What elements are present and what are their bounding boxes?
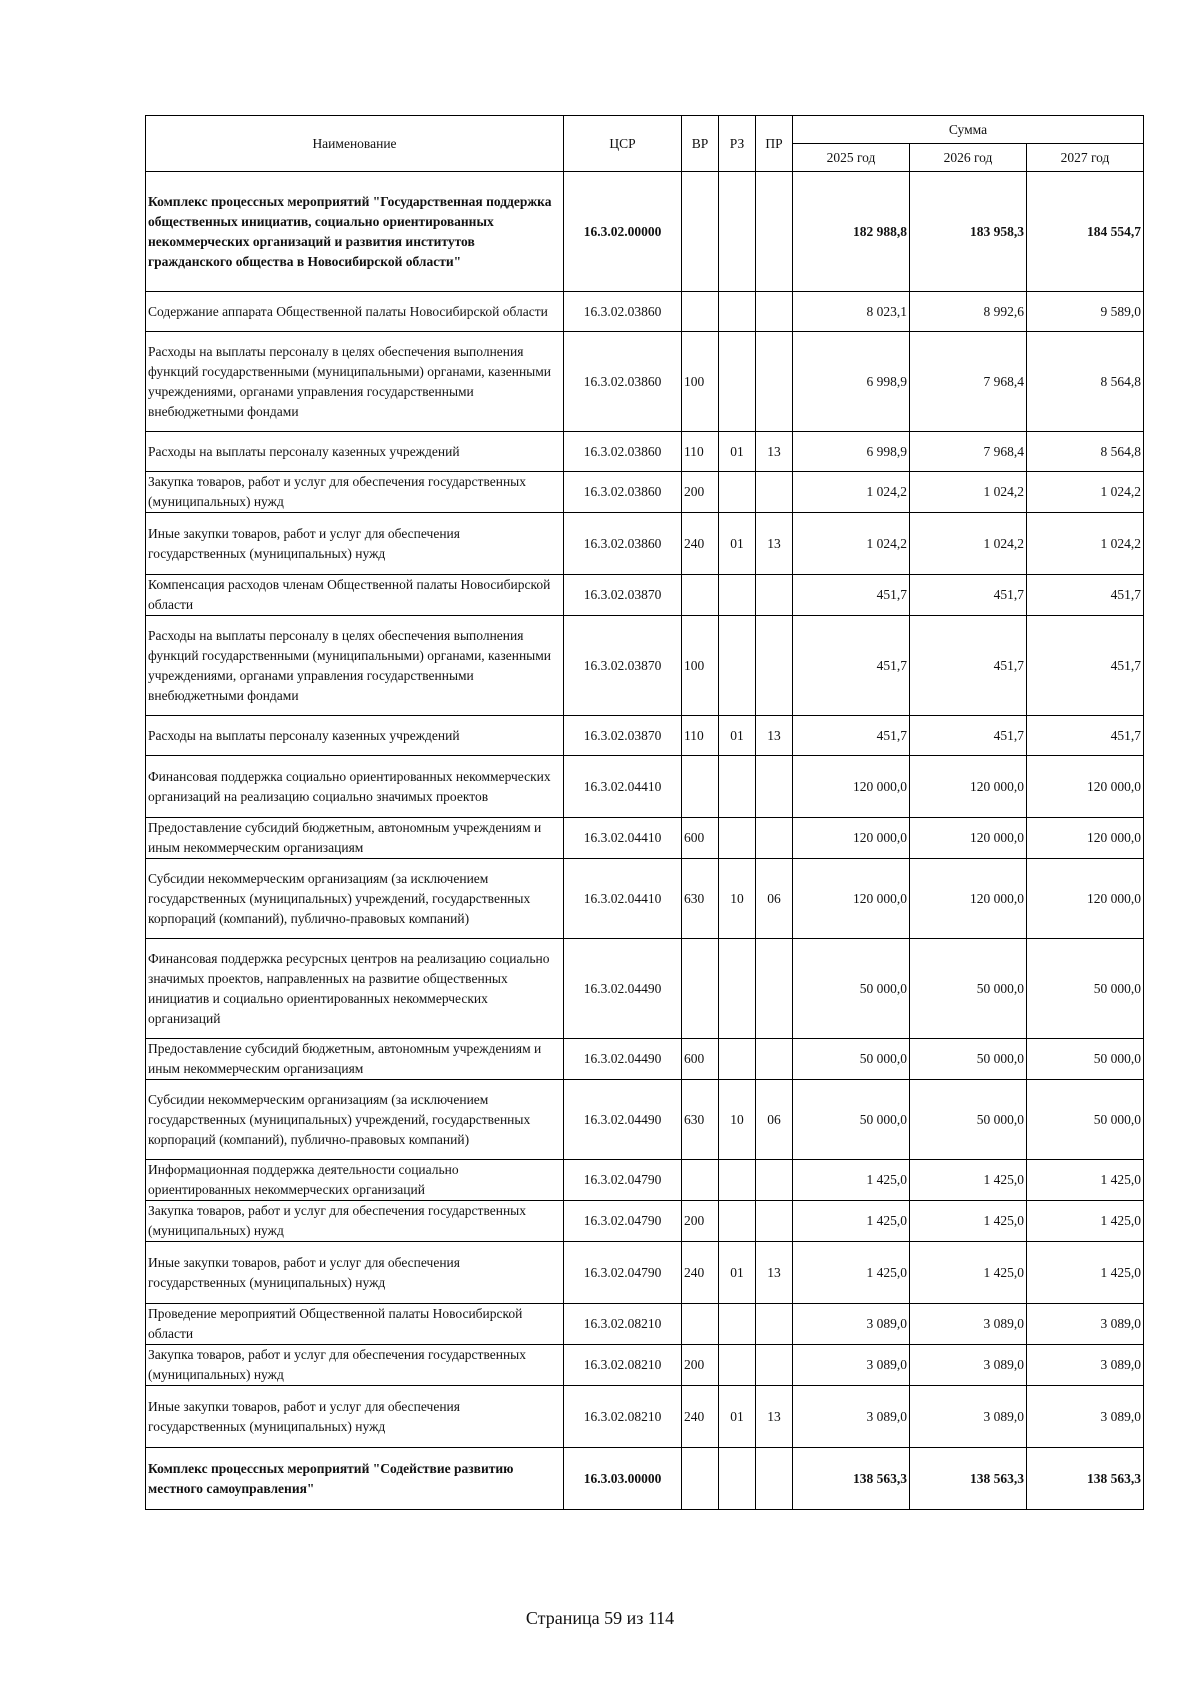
row-pr	[756, 472, 793, 513]
row-pr	[756, 1345, 793, 1386]
header-year-2027: 2027 год	[1027, 144, 1144, 172]
row-rz	[719, 1345, 756, 1386]
row-vr	[682, 1304, 719, 1345]
row-pr	[756, 1201, 793, 1242]
row-name: Расходы на выплаты персоналу казенных учреждений	[146, 432, 564, 472]
table-row	[146, 1201, 1144, 1242]
row-rz: 10	[719, 859, 756, 939]
row-sum-2025: 3 089,0	[793, 1345, 910, 1386]
row-sum-2027: 50 000,0	[1027, 1080, 1144, 1160]
row-name: Комплекс процессных мероприятий "Государственная поддержка общественных инициатив, социально ориентированных некоммерческих организаций и развития институтов гражданского общества в Новосибирской области"	[146, 172, 564, 292]
row-pr	[756, 172, 793, 292]
row-pr: 06	[756, 1080, 793, 1160]
row-sum-2027: 9 589,0	[1027, 292, 1144, 332]
table-row	[146, 513, 1144, 575]
row-csr: 16.3.03.00000	[564, 1448, 682, 1510]
table-row	[146, 432, 1144, 472]
row-vr: 100	[682, 332, 719, 432]
row-sum-2026: 451,7	[910, 575, 1027, 616]
table-row	[146, 939, 1144, 1039]
row-sum-2027: 50 000,0	[1027, 1039, 1144, 1080]
row-sum-2026: 451,7	[910, 616, 1027, 716]
table-row	[146, 756, 1144, 818]
table-header	[146, 116, 1144, 172]
row-name: Закупка товаров, работ и услуг для обеспечения государственных (муниципальных) нужд	[146, 1345, 564, 1386]
row-rz	[719, 1448, 756, 1510]
page-number: Страница 59 из 114	[525, 1608, 675, 1628]
row-sum-2027: 50 000,0	[1027, 939, 1144, 1039]
row-pr	[756, 818, 793, 859]
row-sum-2025: 1 425,0	[793, 1160, 910, 1201]
row-csr: 16.3.02.08210	[564, 1386, 682, 1448]
row-name: Расходы на выплаты персоналу в целях обеспечения выполнения функций государственными (муниципальными) органами, казенными учреждениями, органами управления государственными внебюджетными фондами	[146, 616, 564, 716]
row-name: Финансовая поддержка ресурсных центров на реализацию социально значимых проектов, направленных на развитие общественных инициатив и социально ориентированных некоммерческих организаций	[146, 939, 564, 1039]
row-rz: 01	[719, 1242, 756, 1304]
row-sum-2027: 1 024,2	[1027, 472, 1144, 513]
row-sum-2027: 8 564,8	[1027, 332, 1144, 432]
row-name: Расходы на выплаты персоналу казенных учреждений	[146, 716, 564, 756]
row-sum-2026: 50 000,0	[910, 1039, 1027, 1080]
row-name: Комплекс процессных мероприятий "Содействие развитию местного самоуправления"	[146, 1448, 564, 1510]
row-sum-2026: 1 024,2	[910, 513, 1027, 575]
row-sum-2026: 120 000,0	[910, 859, 1027, 939]
row-name: Субсидии некоммерческим организациям (за исключением государственных (муниципальных) учреждений, государственных корпораций (компаний), публично-правовых компаний)	[146, 859, 564, 939]
row-name: Финансовая поддержка социально ориентированных некоммерческих организаций на реализацию социально значимых проектов	[146, 756, 564, 818]
row-sum-2026: 1 425,0	[910, 1160, 1027, 1201]
row-rz	[719, 332, 756, 432]
table-row	[146, 1345, 1144, 1386]
row-pr	[756, 332, 793, 432]
row-csr: 16.3.02.04410	[564, 859, 682, 939]
row-rz	[719, 756, 756, 818]
row-sum-2025: 50 000,0	[793, 939, 910, 1039]
table-row	[146, 716, 1144, 756]
row-sum-2026: 451,7	[910, 716, 1027, 756]
row-pr	[756, 292, 793, 332]
row-vr: 200	[682, 472, 719, 513]
row-pr	[756, 756, 793, 818]
row-vr: 200	[682, 1201, 719, 1242]
row-name: Предоставление субсидий бюджетным, автономным учреждениям и иным некоммерческим организациям	[146, 818, 564, 859]
row-sum-2025: 451,7	[793, 716, 910, 756]
row-sum-2025: 120 000,0	[793, 756, 910, 818]
row-sum-2025: 6 998,9	[793, 332, 910, 432]
row-csr: 16.3.02.08210	[564, 1304, 682, 1345]
row-sum-2025: 451,7	[793, 575, 910, 616]
row-rz: 10	[719, 1080, 756, 1160]
table-row	[146, 1304, 1144, 1345]
row-sum-2026: 3 089,0	[910, 1386, 1027, 1448]
header-year-2025: 2025 год	[793, 144, 910, 172]
row-csr: 16.3.02.03870	[564, 616, 682, 716]
row-rz	[719, 1160, 756, 1201]
row-name: Иные закупки товаров, работ и услуг для обеспечения государственных (муниципальных) нужд	[146, 1242, 564, 1304]
row-sum-2027: 120 000,0	[1027, 859, 1144, 939]
row-vr: 600	[682, 818, 719, 859]
row-sum-2025: 120 000,0	[793, 818, 910, 859]
row-sum-2025: 50 000,0	[793, 1039, 910, 1080]
header-csr: ЦСР	[564, 116, 682, 172]
row-vr: 200	[682, 1345, 719, 1386]
row-csr: 16.3.02.00000	[564, 172, 682, 292]
row-csr: 16.3.02.04490	[564, 1080, 682, 1160]
row-name: Субсидии некоммерческим организациям (за исключением государственных (муниципальных) учреждений, государственных корпораций (компаний), публично-правовых компаний)	[146, 1080, 564, 1160]
row-pr	[756, 939, 793, 1039]
row-vr: 110	[682, 432, 719, 472]
row-csr: 16.3.02.03860	[564, 432, 682, 472]
row-pr	[756, 1039, 793, 1080]
row-sum-2026: 120 000,0	[910, 756, 1027, 818]
header-pr: ПР	[756, 116, 793, 172]
row-vr	[682, 1160, 719, 1201]
row-rz	[719, 1039, 756, 1080]
row-rz	[719, 472, 756, 513]
row-sum-2027: 8 564,8	[1027, 432, 1144, 472]
row-vr: 630	[682, 1080, 719, 1160]
table-row	[146, 1242, 1144, 1304]
row-sum-2026: 3 089,0	[910, 1304, 1027, 1345]
row-sum-2026: 7 968,4	[910, 432, 1027, 472]
table-row	[146, 1160, 1144, 1201]
table-row	[146, 172, 1144, 292]
row-pr: 13	[756, 432, 793, 472]
row-rz	[719, 616, 756, 716]
row-name: Содержание аппарата Общественной палаты Новосибирской области	[146, 292, 564, 332]
row-rz	[719, 818, 756, 859]
row-csr: 16.3.02.03860	[564, 332, 682, 432]
row-sum-2027: 1 024,2	[1027, 513, 1144, 575]
row-sum-2025: 50 000,0	[793, 1080, 910, 1160]
row-sum-2027: 1 425,0	[1027, 1242, 1144, 1304]
row-csr: 16.3.02.03860	[564, 292, 682, 332]
row-csr: 16.3.02.04410	[564, 756, 682, 818]
row-rz	[719, 292, 756, 332]
row-csr: 16.3.02.03870	[564, 575, 682, 616]
row-sum-2026: 1 425,0	[910, 1201, 1027, 1242]
header-vr: ВР	[682, 116, 719, 172]
row-rz: 01	[719, 513, 756, 575]
row-sum-2027: 3 089,0	[1027, 1304, 1144, 1345]
row-sum-2026: 120 000,0	[910, 818, 1027, 859]
row-name: Компенсация расходов членам Общественной палаты Новосибирской области	[146, 575, 564, 616]
row-sum-2025: 1 425,0	[793, 1242, 910, 1304]
row-vr: 100	[682, 616, 719, 716]
row-sum-2025: 3 089,0	[793, 1304, 910, 1345]
header-sum: Сумма	[793, 116, 1144, 144]
row-name: Информационная поддержка деятельности социально ориентированных некоммерческих организаций	[146, 1160, 564, 1201]
row-vr	[682, 756, 719, 818]
row-name: Проведение мероприятий Общественной палаты Новосибирской области	[146, 1304, 564, 1345]
header-year-2026: 2026 год	[910, 144, 1027, 172]
row-vr: 240	[682, 1386, 719, 1448]
row-sum-2026: 1 024,2	[910, 472, 1027, 513]
row-sum-2027: 3 089,0	[1027, 1386, 1144, 1448]
row-name: Иные закупки товаров, работ и услуг для обеспечения государственных (муниципальных) нужд	[146, 513, 564, 575]
budget-table	[145, 115, 1144, 1510]
row-sum-2025: 1 024,2	[793, 472, 910, 513]
table-row	[146, 1080, 1144, 1160]
table-row	[146, 1039, 1144, 1080]
row-pr	[756, 575, 793, 616]
row-vr	[682, 292, 719, 332]
row-pr: 13	[756, 513, 793, 575]
row-pr	[756, 1160, 793, 1201]
header-name: Наименование	[146, 116, 564, 172]
row-rz	[719, 1304, 756, 1345]
row-sum-2025: 120 000,0	[793, 859, 910, 939]
row-csr: 16.3.02.03860	[564, 513, 682, 575]
row-pr	[756, 616, 793, 716]
table-row	[146, 616, 1144, 716]
row-csr: 16.3.02.04790	[564, 1160, 682, 1201]
row-rz	[719, 939, 756, 1039]
row-name: Закупка товаров, работ и услуг для обеспечения государственных (муниципальных) нужд	[146, 472, 564, 513]
row-sum-2026: 1 425,0	[910, 1242, 1027, 1304]
row-rz: 01	[719, 432, 756, 472]
row-rz	[719, 575, 756, 616]
row-csr: 16.3.02.04790	[564, 1201, 682, 1242]
row-vr	[682, 939, 719, 1039]
row-name: Иные закупки товаров, работ и услуг для обеспечения государственных (муниципальных) нужд	[146, 1386, 564, 1448]
row-sum-2025: 1 425,0	[793, 1201, 910, 1242]
row-sum-2027: 3 089,0	[1027, 1345, 1144, 1386]
row-csr: 16.3.02.03870	[564, 716, 682, 756]
row-csr: 16.3.02.03860	[564, 472, 682, 513]
row-sum-2025: 138 563,3	[793, 1448, 910, 1510]
row-vr: 600	[682, 1039, 719, 1080]
table-row	[146, 1448, 1144, 1510]
row-rz: 01	[719, 716, 756, 756]
row-vr: 630	[682, 859, 719, 939]
table-row	[146, 575, 1144, 616]
row-sum-2026: 7 968,4	[910, 332, 1027, 432]
row-csr: 16.3.02.04490	[564, 1039, 682, 1080]
row-sum-2026: 8 992,6	[910, 292, 1027, 332]
row-sum-2027: 184 554,7	[1027, 172, 1144, 292]
row-sum-2025: 451,7	[793, 616, 910, 716]
row-name: Расходы на выплаты персоналу в целях обеспечения выполнения функций государственными (муниципальными) органами, казенными учреждениями, органами управления государственными внебюджетными фондами	[146, 332, 564, 432]
row-sum-2027: 120 000,0	[1027, 818, 1144, 859]
row-pr: 06	[756, 859, 793, 939]
row-rz	[719, 172, 756, 292]
row-vr: 110	[682, 716, 719, 756]
row-sum-2027: 451,7	[1027, 575, 1144, 616]
table-row	[146, 859, 1144, 939]
row-pr: 13	[756, 716, 793, 756]
row-vr: 240	[682, 513, 719, 575]
row-csr: 16.3.02.04410	[564, 818, 682, 859]
row-vr	[682, 1448, 719, 1510]
row-pr	[756, 1304, 793, 1345]
row-pr	[756, 1448, 793, 1510]
row-csr: 16.3.02.04490	[564, 939, 682, 1039]
row-sum-2026: 183 958,3	[910, 172, 1027, 292]
row-pr: 13	[756, 1242, 793, 1304]
row-sum-2025: 3 089,0	[793, 1386, 910, 1448]
row-sum-2025: 1 024,2	[793, 513, 910, 575]
row-name: Предоставление субсидий бюджетным, автономным учреждениям и иным некоммерческим организациям	[146, 1039, 564, 1080]
row-sum-2027: 451,7	[1027, 716, 1144, 756]
row-vr	[682, 575, 719, 616]
row-sum-2025: 182 988,8	[793, 172, 910, 292]
header-rz: РЗ	[719, 116, 756, 172]
table-row	[146, 818, 1144, 859]
row-rz: 01	[719, 1386, 756, 1448]
table-body	[146, 172, 1144, 1510]
row-name: Закупка товаров, работ и услуг для обеспечения государственных (муниципальных) нужд	[146, 1201, 564, 1242]
row-vr	[682, 172, 719, 292]
row-sum-2027: 1 425,0	[1027, 1160, 1144, 1201]
row-sum-2025: 8 023,1	[793, 292, 910, 332]
table-row	[146, 292, 1144, 332]
table-row	[146, 472, 1144, 513]
row-pr: 13	[756, 1386, 793, 1448]
row-sum-2026: 138 563,3	[910, 1448, 1027, 1510]
row-sum-2027: 1 425,0	[1027, 1201, 1144, 1242]
row-sum-2027: 138 563,3	[1027, 1448, 1144, 1510]
row-csr: 16.3.02.08210	[564, 1345, 682, 1386]
row-vr: 240	[682, 1242, 719, 1304]
row-sum-2027: 451,7	[1027, 616, 1144, 716]
row-sum-2025: 6 998,9	[793, 432, 910, 472]
row-sum-2026: 3 089,0	[910, 1345, 1027, 1386]
row-sum-2027: 120 000,0	[1027, 756, 1144, 818]
table-row	[146, 1386, 1144, 1448]
row-sum-2026: 50 000,0	[910, 939, 1027, 1039]
row-sum-2026: 50 000,0	[910, 1080, 1027, 1160]
row-csr: 16.3.02.04790	[564, 1242, 682, 1304]
row-rz	[719, 1201, 756, 1242]
table-row	[146, 332, 1144, 432]
